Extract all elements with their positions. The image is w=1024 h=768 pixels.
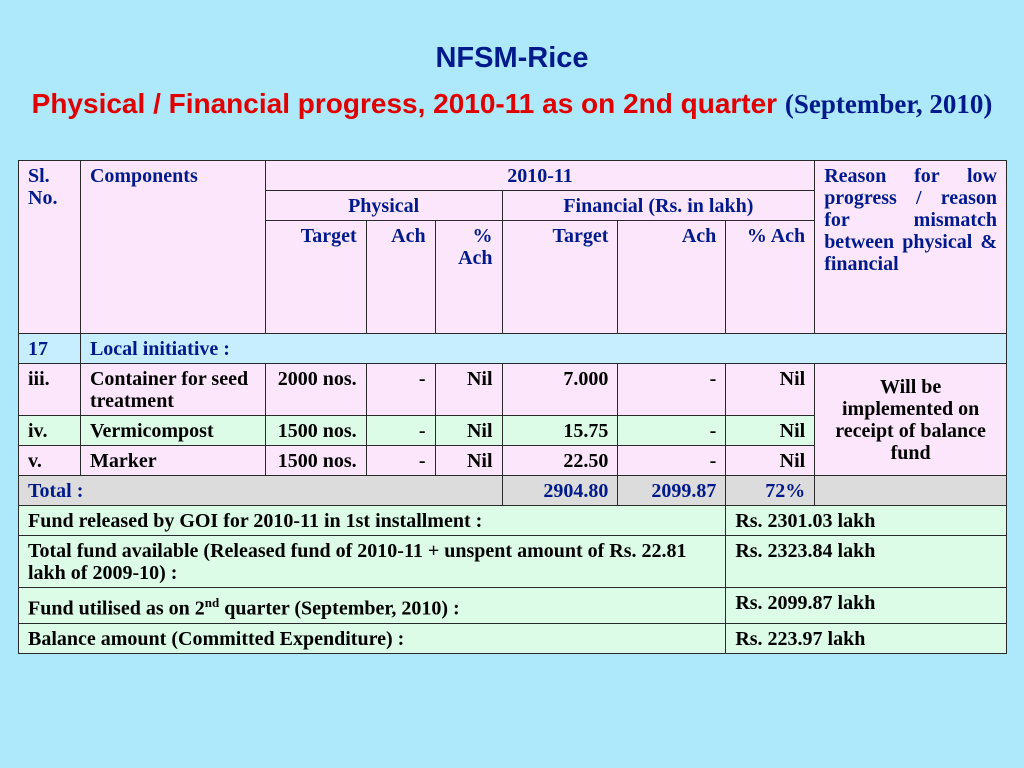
row-phys-ach: - (366, 416, 435, 446)
summary-label-sup: nd (204, 595, 220, 610)
row-fin-ach: - (618, 446, 726, 476)
row-phys-ach: - (366, 446, 435, 476)
row-phys-pct: Nil (435, 446, 502, 476)
total-label: Total : (19, 476, 503, 506)
row-component: Marker (80, 446, 265, 476)
total-fin-pct: 72% (726, 476, 815, 506)
header-financial: Financial (Rs. in lakh) (502, 191, 815, 221)
section-row (19, 334, 1007, 364)
row-phys-target: 1500 nos. (265, 416, 366, 446)
section-label: Local initiative : (80, 334, 1006, 364)
header-fin-pct: % Ach (726, 221, 815, 334)
row-sl: iv. (19, 416, 81, 446)
summary-label: Balance amount (Committed Expenditure) : (19, 623, 726, 653)
total-row (19, 476, 1007, 506)
row-fin-pct: Nil (726, 446, 815, 476)
summary-label: Fund released by GOI for 2010-11 in 1st installment : (19, 506, 726, 536)
row-fin-target: 15.75 (502, 416, 618, 446)
title-block (0, 40, 1024, 120)
header-reason: Reason for low progress / reason for mismatch between physical & financial (815, 161, 1007, 334)
row-fin-ach: - (618, 364, 726, 416)
slide-title: NFSM-Rice (435, 42, 589, 74)
summary-row (19, 623, 1007, 653)
row-component: Container for seed treatment (80, 364, 265, 416)
row-fin-target: 22.50 (502, 446, 618, 476)
header-fin-target: Target (502, 221, 618, 334)
table-row (19, 364, 1007, 416)
row-component: Vermicompost (80, 416, 265, 446)
header-row-1 (19, 161, 1007, 191)
header-components: Components (80, 161, 265, 334)
summary-row (19, 506, 1007, 536)
row-phys-pct: Nil (435, 364, 502, 416)
section-number: 17 (19, 334, 81, 364)
total-remark-empty (815, 476, 1007, 506)
header-phys-pct: % Ach (435, 221, 502, 334)
header-physical: Physical (265, 191, 502, 221)
total-fin-target: 2904.80 (502, 476, 618, 506)
total-fin-ach: 2099.87 (618, 476, 726, 506)
row-sl: v. (19, 446, 81, 476)
header-year: 2010-11 (265, 161, 814, 191)
remark-cell: Will be implemented on receipt of balance fund (815, 364, 1007, 476)
header-sl-no: Sl. No. (19, 161, 81, 334)
row-phys-pct: Nil (435, 416, 502, 446)
slide-subtitle (0, 88, 1024, 120)
summary-row (19, 536, 1007, 588)
summary-value: Rs. 2323.84 lakh (726, 536, 1007, 588)
subtitle-main: Physical / Financial progress, 2010-11 as on 2nd quarter (31, 88, 778, 119)
summary-value: Rs. 2099.87 lakh (726, 588, 1007, 624)
row-phys-ach: - (366, 364, 435, 416)
summary-label: Total fund available (Released fund of 2010-11 + unspent amount of Rs. 22.81 lakh of 2009-10) : (19, 536, 726, 588)
summary-row (19, 588, 1007, 624)
summary-label-post: quarter (September, 2010) : (219, 597, 460, 620)
header-fin-ach: Ach (618, 221, 726, 334)
summary-value: Rs. 2301.03 lakh (726, 506, 1007, 536)
row-fin-target: 7.000 (502, 364, 618, 416)
row-fin-pct: Nil (726, 416, 815, 446)
header-phys-target: Target (265, 221, 366, 334)
row-sl: iii. (19, 364, 81, 416)
row-phys-target: 2000 nos. (265, 364, 366, 416)
progress-table (18, 160, 1007, 654)
row-fin-ach: - (618, 416, 726, 446)
row-fin-pct: Nil (726, 364, 815, 416)
summary-value: Rs. 223.97 lakh (726, 623, 1007, 653)
summary-label-pre: Fund utilised as on 2 (28, 597, 205, 620)
row-phys-target: 1500 nos. (265, 446, 366, 476)
summary-label (19, 588, 726, 624)
subtitle-date: (September, 2010) (784, 89, 993, 119)
header-phys-ach: Ach (366, 221, 435, 334)
